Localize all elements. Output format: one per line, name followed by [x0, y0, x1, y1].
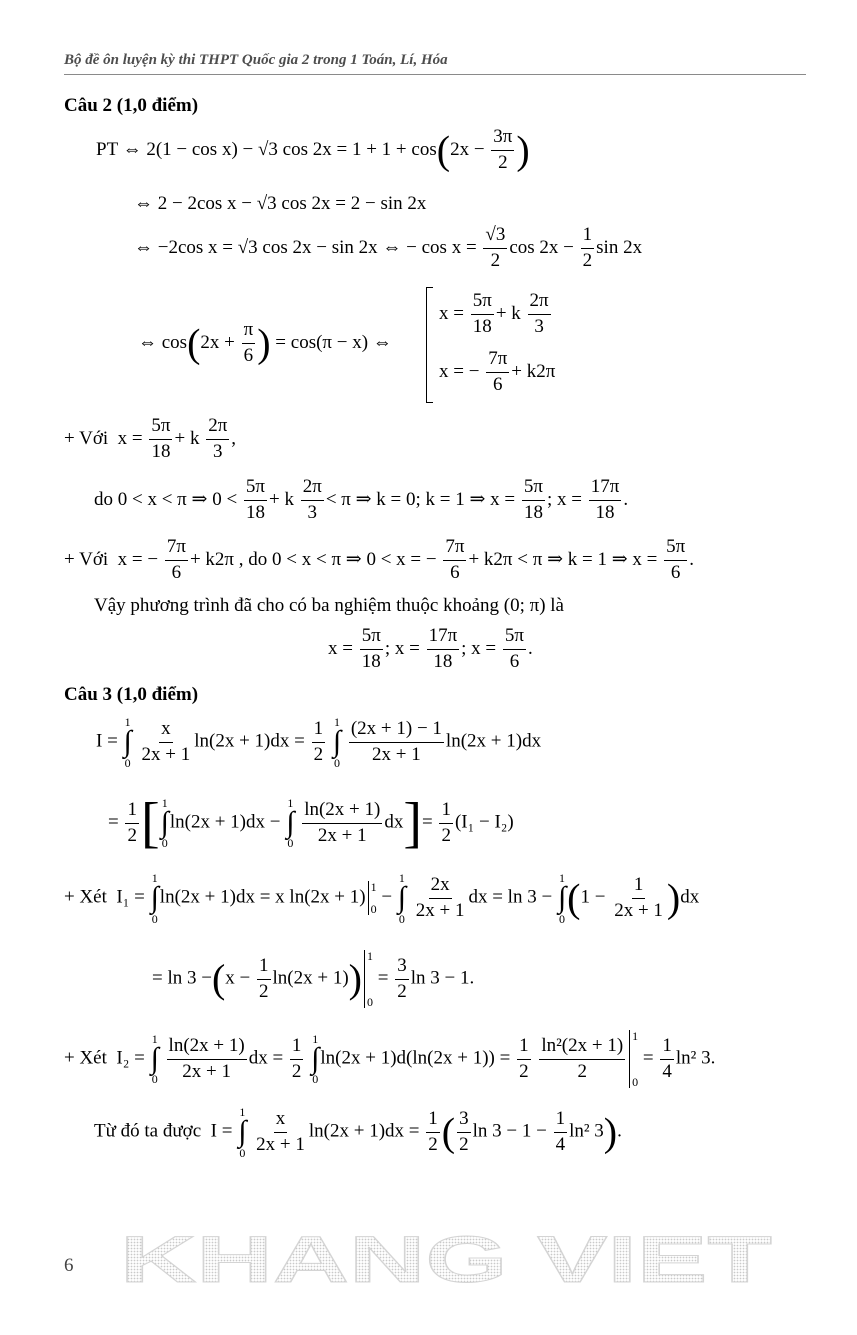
- question-2-title: Câu 2 (1,0 điểm): [64, 95, 199, 116]
- running-header: Bộ đề ôn luyện kỳ thi THPT Quốc gia 2 trong 1 Toán, Lí, Hóa: [64, 52, 806, 75]
- q3-line2: = $\frac{1}{2}$ [ 1 ∫ 0 ln(2x + 1)dx − 1 ∫ 0 $\frac{\ln(2x + 1)}{2x + 1}$ dx]= $\frac{1}{2}$ (I₁ − I₂): [108, 792, 514, 854]
- q2-step4: ⇔ cos(2x + $\frac{\pi}{6}$ ) = cos(π − x) ⇔: [138, 319, 392, 366]
- q2-step3: ⇔ −2cos x = √3 cos 2x − sin 2x ⇔ − cos x = $\frac{√3}{2}$ cos 2x − $\frac{1}{2}$ sin 2x: [134, 224, 643, 271]
- q2-range-case1: do 0 < x < π ⇒ 0 < $\frac{5\pi}{18}$ + k $\frac{2\pi}{3}$ < π ⇒ k = 0; k = 1 ⇒ x = $\frac{5\pi}{18}$ ; x = $\frac{17\pi}{18}$ .: [94, 476, 629, 523]
- integral-sign: 1 ∫ 0: [286, 795, 295, 851]
- integral-sign: 1 ∫ 0: [397, 871, 406, 926]
- integral-sign: 1 ∫ 0: [238, 1105, 247, 1160]
- q2-step2: ⇔ 2 − 2cos x − √3 cos 2x = 2 − sin 2x: [134, 193, 427, 214]
- case-2: x = − $\frac{7\pi}{6}$ + k2π: [439, 348, 556, 395]
- q3-line6: Từ đó ta được I = 1 ∫ 0 $\frac{x}{2x + 1}$ ln(2x + 1)dx = $\frac{1}{2}$ ( $\frac{3}{2}$ ln 3 − 1 − $\frac{1}{4}$ ln² 3).: [94, 1105, 622, 1160]
- integral-sign: 1 ∫ 0: [150, 1031, 159, 1087]
- q2-solutions: x = $\frac{5\pi}{18}$ ; x = $\frac{17\pi}{18}$ ; x = $\frac{5\pi}{6}$ .: [328, 625, 533, 672]
- q2-with-case1: + Với x = $\frac{5\pi}{18}$ + k $\frac{2\pi}{3}$ ,: [64, 415, 237, 462]
- integral-sign: 1 ∫ 0: [332, 715, 342, 770]
- integral-sign: 1 ∫ 0: [150, 871, 159, 926]
- integral-sign: 1 ∫ 0: [311, 1031, 320, 1087]
- integral-sign: 1 ∫ 0: [557, 871, 567, 926]
- q3-line4: = ln 3 −(x − $\frac{1}{2}$ ln(2x + 1)) 1 0 = $\frac{3}{2}$ ln 3 − 1.: [152, 949, 475, 1009]
- page-number: 6: [64, 1255, 74, 1276]
- q2-with-case2: + Với x = − $\frac{7\pi}{6}$ + k2π , do 0 < x < π ⇒ 0 < x = − $\frac{7\pi}{6}$ + k2π < π ⇒ k = 1 ⇒ x = $\frac{5\pi}{6}$ .: [64, 536, 694, 583]
- q3-line3: + Xét I₁ = 1 ∫ 0 ln(2x + 1)dx = x ln(2x + 1) 1 0 − 1 ∫ 0 $\frac{2x}{2x + 1}$ dx = ln 3 − 1 ∫ 0 (1 − $\frac{1}{2x + 1}$ )dx: [64, 871, 700, 926]
- publisher-watermark: [118, 1226, 774, 1288]
- solution-case-bracket: [426, 287, 556, 403]
- q2-conclusion: Vậy phương trình đã cho có ba nghiệm thuộc khoảng (0; π) là: [94, 595, 564, 616]
- question-3-title: Câu 3 (1,0 điểm): [64, 684, 199, 705]
- integral-sign: 1 ∫ 0: [160, 795, 169, 851]
- q3-line5: + Xét I₂ = 1 ∫ 0 $\frac{\ln(2x + 1)}{2x + 1}$ dx = $\frac{1}{2}$ 1 ∫ 0 ln(2x + 1)d(ln(2x + 1)) = $\frac{1}{2}$ $\frac{\text{ln²(2x + 1)}}{2}$ 1 0 = $\frac{1}{4}$ ln² 3.: [64, 1029, 716, 1089]
- case-1: x = $\frac{5\pi}{18}$ + k $\frac{2\pi}{3}$: [439, 290, 549, 337]
- watermark-text: KHANG VIET: [120, 1226, 772, 1288]
- integral-sign: 1 ∫ 0: [123, 715, 132, 770]
- q2-step1: PT ⇔ 2(1 − cos x) − √3 cos 2x = 1 + 1 + cos(2x − $\frac{3\pi}{2}$ ): [96, 126, 530, 173]
- q3-line1: I = 1 ∫ 0 $\frac{x}{2x + 1}$ ln(2x + 1)dx = $\frac{1}{2}$ 1 ∫ 0 $\frac{(2x + 1) - 1}{2x + 1}$ ln(2x + 1)dx: [96, 715, 542, 770]
